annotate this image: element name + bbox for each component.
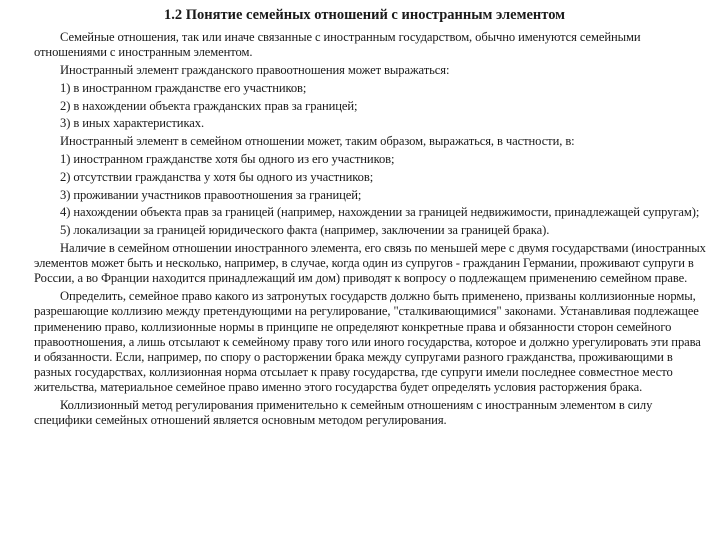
list-item-civil-3: 3) в иных характеристиках.	[60, 116, 205, 131]
list-item-family-1: 1) иностранном гражданстве хотя бы одного из его участников;	[60, 151, 395, 166]
list-item-family-2: 2) отсутствии гражданства у хотя бы одного из участников;	[60, 169, 374, 184]
list-item-family-5: 5) локализации за границей юридического факта (например, заключении за границей брака).	[60, 223, 550, 238]
paragraph-conflict-method: Коллизионный метод регулирования применительно к семейным отношениям с иностранным элементом в силу специфики семейных отношений является основным методом регулирования.	[34, 398, 653, 428]
paragraph-family-element-intro: Иностранный элемент в семейном отношении может, таким образом, выражаться, в частности, в:	[60, 134, 575, 149]
paragraph-conflict-rules: Определить, семейное право какого из затронутых государств должно быть применено, призваны коллизионные нормы, разрешающие коллизию между претендующими на регулирование, "сталкивающимися" законами. Устанавливая подлежащее применению право, коллизионные нормы в принципе не определяют конкретные права и обязанности сторон семейного правоотношения, а лишь отсылают к семейному праву того или иного государства, которое и должно урегулировать эти права и обязанности. Если, например, по спору о расторжении брака между супругами разного гражданства, проживающими в разных государствах, коллизионная норма отсылает к праву государства, где супруги имели последнее совместное место жительства, материальное семейное право именно этого государства будет определять условия расторжения брака.	[34, 289, 701, 395]
paragraph-civil-element-intro: Иностранный элемент гражданского правоотношения может выражаться:	[60, 63, 450, 77]
paragraph-applicable-law: Наличие в семейном отношении иностранного элемента, его связь по меньшей мере с двумя государствами (иностранных элементов может быть и несколько, например, в случае, когда один из супругов - гражданин Германии, проживают супруги в России, а во Франции находится принадлежащий им дом) приводят к вопросу о подлежащем применению семейном праве.	[34, 240, 706, 286]
list-item-family-4: 4) нахождении объекта прав за границей (например, нахождении за границей недвижимости, принадлежащей супругам);	[60, 205, 700, 220]
list-item-civil-2: 2) в нахождении объекта гражданских прав за границей;	[60, 98, 358, 113]
list-item-family-3: 3) проживании участников правоотношения за границей;	[60, 187, 362, 202]
section-title: 1.2 Понятие семейных отношений с иностранным элементом	[164, 7, 566, 23]
paragraph-definition: Семейные отношения, так или иначе связанные с иностранным государством, обычно именуются семейными отношениями с иностранным элементом.	[34, 30, 641, 60]
list-item-civil-1: 1) в иностранном гражданстве его участников;	[60, 80, 307, 95]
